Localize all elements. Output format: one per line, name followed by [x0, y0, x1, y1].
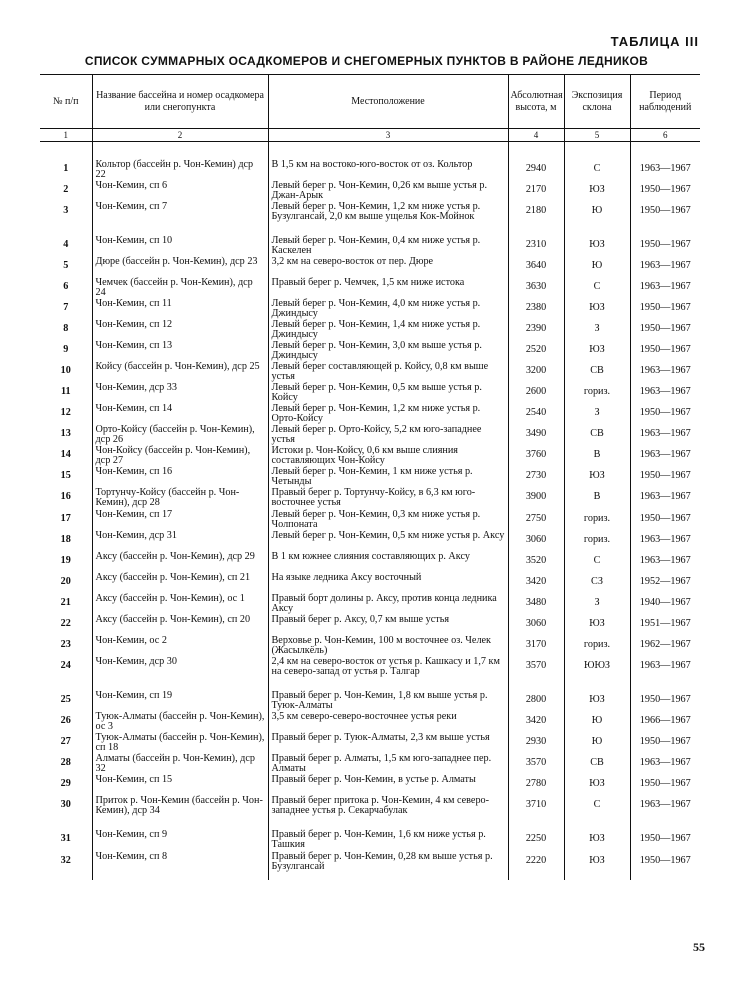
station-altitude: 3570 [508, 657, 564, 691]
row-number: 11 [60, 386, 71, 397]
station-altitude: 2170 [508, 181, 564, 202]
slope-exposure: З [564, 404, 630, 425]
row-number: 23 [60, 639, 71, 650]
slope-exposure: З [564, 594, 630, 615]
station-name: Чон-Кемин, сп 17 [92, 510, 268, 531]
table-row [40, 383, 700, 404]
row-number: 10 [60, 365, 71, 376]
table-row [40, 446, 700, 467]
observation-period: 1950—1967 [630, 775, 700, 796]
station-name: Приток р. Чон-Кемин (бассейн р. Чон-Кемин), дср 34 [92, 796, 268, 830]
station-name: Чон-Кемин, дср 31 [92, 531, 268, 552]
column-number: 5 [564, 129, 630, 142]
header-num: № п/п [40, 75, 92, 129]
row-number: 17 [60, 513, 71, 524]
observation-period: 1951—1967 [630, 615, 700, 636]
station-altitude: 3640 [508, 257, 564, 278]
table-row [40, 467, 700, 488]
slope-exposure: ЮЗ [564, 615, 630, 636]
station-location: Левый берег р. Чон-Кемин, 1,2 км ниже устья р. Орто-Койсу [268, 404, 508, 425]
station-location: Левый берег р. Орто-Койсу, 5,2 км юго-западнее устья [268, 425, 508, 446]
table-row [40, 775, 700, 796]
station-name: Чон-Кемин, сп 6 [92, 181, 268, 202]
observation-period: 1963—1967 [630, 796, 700, 830]
station-location: 2,4 км на северо-восток от устья р. Кашкасу и 1,7 км на северо-запад от устья р. Талгар [268, 657, 508, 691]
observation-period: 1950—1967 [630, 202, 700, 236]
table-row [40, 691, 700, 712]
station-altitude: 3570 [508, 754, 564, 775]
station-name: Аксу (бассейн р. Чон-Кемин), сп 20 [92, 615, 268, 636]
observation-period: 1950—1967 [630, 691, 700, 712]
observation-period: 1963—1967 [630, 446, 700, 467]
station-altitude: 2800 [508, 691, 564, 712]
header-name: Название бассейна и номер осадкомера или снегопункта [92, 75, 268, 129]
row-number: 1 [63, 163, 69, 174]
station-name: Чон-Кемин, сп 13 [92, 341, 268, 362]
observation-period: 1963—1967 [630, 552, 700, 573]
station-location: Левый берег р. Чон-Кемин, 0,3 км ниже устья р. Чолпоната [268, 510, 508, 531]
station-altitude: 3170 [508, 636, 564, 657]
station-name: Чон-Кемин, дср 30 [92, 657, 268, 691]
table-row [40, 488, 700, 510]
slope-exposure: С [564, 278, 630, 299]
slope-exposure: СВ [564, 425, 630, 446]
row-number: 19 [60, 555, 71, 566]
station-altitude: 2390 [508, 320, 564, 341]
station-location: Правый берег р. Чон-Кемин, 1,6 км ниже устья р. Ташкия [268, 830, 508, 852]
observation-period: 1950—1967 [630, 404, 700, 425]
row-number: 28 [60, 757, 71, 768]
station-altitude: 3420 [508, 712, 564, 733]
table-row [40, 636, 700, 657]
station-location: Левый берег р. Чон-Кемин, 0,4 км ниже устья р. Каскелен [268, 236, 508, 257]
slope-exposure: С [564, 160, 630, 181]
row-number: 26 [60, 715, 71, 726]
row-number: 5 [63, 260, 69, 271]
row-number: 27 [60, 736, 71, 747]
column-number: 2 [92, 129, 268, 142]
slope-exposure: В [564, 488, 630, 510]
station-location: Правый берег р. Чон-Кемин, в устье р. Алматы [268, 775, 508, 796]
row-number: 8 [63, 323, 69, 334]
table-row [40, 404, 700, 425]
table-row [40, 425, 700, 446]
slope-exposure: ЮЗ [564, 236, 630, 257]
row-number: 25 [60, 694, 71, 705]
station-name: Чон-Кемин, сп 8 [92, 852, 268, 880]
station-location: Истоки р. Чон-Койсу, 0,6 км выше слияния составляющих Чон-Койсу [268, 446, 508, 467]
station-name: Аксу (бассейн р. Чон-Кемин), ос 1 [92, 594, 268, 615]
station-name: Чон-Кемин, сп 11 [92, 299, 268, 320]
station-location: Правый берег притока р. Чон-Кемин, 4 км северо-западнее устья р. Секарчабулак [268, 796, 508, 830]
station-altitude: 2220 [508, 852, 564, 880]
station-altitude: 3420 [508, 573, 564, 594]
observation-period: 1963—1967 [630, 257, 700, 278]
table-row [40, 341, 700, 362]
observation-period: 1963—1967 [630, 160, 700, 181]
station-location: На языке ледника Аксу восточный [268, 573, 508, 594]
station-name: Тортунчу-Койсу (бассейн р. Чон-Кемин), дср 28 [92, 488, 268, 510]
observation-period: 1950—1967 [630, 510, 700, 531]
observation-period: 1966—1967 [630, 712, 700, 733]
slope-exposure: Ю [564, 733, 630, 754]
station-name: Кольтор (бассейн р. Чон-Кемин) дср 22 [92, 160, 268, 181]
header-exposure: Экспозиция склона [564, 75, 630, 129]
slope-exposure: СВ [564, 362, 630, 383]
slope-exposure: В [564, 446, 630, 467]
station-name: Аксу (бассейн р. Чон-Кемин), дср 29 [92, 552, 268, 573]
column-number: 6 [630, 129, 700, 142]
row-number: 32 [60, 855, 71, 866]
table-row [40, 852, 700, 880]
station-location: Левый берег р. Чон-Кемин, 0,5 км ниже устья р. Аксу [268, 531, 508, 552]
header-period: Период наблюдений [630, 75, 700, 129]
table-row [40, 362, 700, 383]
slope-exposure: С [564, 552, 630, 573]
observation-period: 1950—1967 [630, 733, 700, 754]
table-label: ТАБЛИЦА III [610, 34, 699, 49]
row-number: 13 [60, 428, 71, 439]
station-name: Чон-Кемин, сп 12 [92, 320, 268, 341]
table-title: СПИСОК СУММАРНЫХ ОСАДКОМЕРОВ И СНЕГОМЕРНЫХ ПУНКТОВ В РАЙОНЕ ЛЕДНИКОВ [84, 54, 649, 68]
station-location: Левый берег составляющей р. Койсу, 0,8 км выше устья [268, 362, 508, 383]
slope-exposure: ЮЗ [564, 467, 630, 488]
station-location: Правый берег р. Чон-Кемин, 1,8 км выше устья р. Туюк-Алматы [268, 691, 508, 712]
station-name: Чон-Кемин, сп 9 [92, 830, 268, 852]
station-location: Левый берег р. Чон-Кемин, 0,26 км выше устья р. Джан-Арык [268, 181, 508, 202]
observation-period: 1950—1967 [630, 341, 700, 362]
table-row [40, 615, 700, 636]
station-name: Койсу (бассейн р. Чон-Кемин), дср 25 [92, 362, 268, 383]
station-location: Правый берег р. Чемчек, 1,5 км ниже истока [268, 278, 508, 299]
station-altitude: 2600 [508, 383, 564, 404]
slope-exposure: ЮЗ [564, 341, 630, 362]
row-number: 12 [60, 407, 71, 418]
station-name: Туюк-Алматы (бассейн р. Чон-Кемин), сп 18 [92, 733, 268, 754]
table-row [40, 754, 700, 775]
station-location: Правый берег р. Тортунчу-Койсу, в 6,3 км юго-восточнее устья [268, 488, 508, 510]
slope-exposure: Ю [564, 712, 630, 733]
station-altitude: 2250 [508, 830, 564, 852]
slope-exposure: гориз. [564, 510, 630, 531]
station-altitude: 3760 [508, 446, 564, 467]
slope-exposure: Ю [564, 202, 630, 236]
row-number: 6 [63, 281, 69, 292]
station-name: Туюк-Алматы (бассейн р. Чон-Кемин), ос 3 [92, 712, 268, 733]
station-location: Левый берег р. Чон-Кемин, 0,5 км выше устья р. Койсу [268, 383, 508, 404]
row-number: 21 [60, 597, 71, 608]
station-name: Чон-Кемин, сп 14 [92, 404, 268, 425]
column-number: 3 [268, 129, 508, 142]
station-name: Чон-Койсу (бассейн р. Чон-Кемин), дср 27 [92, 446, 268, 467]
station-location: Правый борт долины р. Аксу, против конца ледника Аксу [268, 594, 508, 615]
page-number: 55 [693, 940, 705, 954]
row-number: 4 [63, 239, 69, 250]
station-location: Верховье р. Чон-Кемин, 100 м восточнее оз. Челек (Жасылкёль) [268, 636, 508, 657]
station-location: В 1 км южнее слияния составляющих р. Аксу [268, 552, 508, 573]
station-name: Чемчек (бассейн р. Чон-Кемин), дср 24 [92, 278, 268, 299]
row-number: 7 [63, 302, 69, 313]
station-location: 3,5 км северо-северо-восточнее устья реки [268, 712, 508, 733]
station-location: Правый берег р. Аксу, 0,7 км выше устья [268, 615, 508, 636]
row-number: 20 [60, 576, 71, 587]
station-location: Правый берег р. Алматы, 1,5 км юго-западнее пер. Алматы [268, 754, 508, 775]
row-number: 2 [63, 184, 69, 195]
row-number: 15 [60, 470, 71, 481]
station-altitude: 2180 [508, 202, 564, 236]
table-row [40, 657, 700, 691]
station-altitude: 2310 [508, 236, 564, 257]
column-numbers-row [40, 129, 700, 142]
station-location: Правый берег р. Туюк-Алматы, 2,3 км выше устья [268, 733, 508, 754]
observation-period: 1963—1967 [630, 278, 700, 299]
station-altitude: 3710 [508, 796, 564, 830]
slope-exposure: ЮЗ [564, 830, 630, 852]
station-name: Чон-Кемин, сп 19 [92, 691, 268, 712]
station-altitude: 2780 [508, 775, 564, 796]
slope-exposure: ЮЗ [564, 299, 630, 320]
column-number: 1 [40, 129, 92, 142]
row-number: 16 [60, 491, 71, 502]
station-name: Чон-Кемин, сп 16 [92, 467, 268, 488]
station-name: Дюре (бассейн р. Чон-Кемин), дср 23 [92, 257, 268, 278]
table-row [40, 236, 700, 257]
table-row [40, 278, 700, 299]
station-altitude: 2940 [508, 160, 564, 181]
row-number: 30 [60, 799, 71, 810]
station-name: Алматы (бассейн р. Чон-Кемин), дср 32 [92, 754, 268, 775]
slope-exposure: СЗ [564, 573, 630, 594]
row-number: 24 [60, 660, 71, 671]
row-number: 3 [63, 205, 69, 216]
station-location: Левый берег р. Чон-Кемин, 4,0 км ниже устья р. Джиндысу [268, 299, 508, 320]
observation-period: 1963—1967 [630, 362, 700, 383]
observation-period: 1950—1967 [630, 181, 700, 202]
station-altitude: 3060 [508, 615, 564, 636]
station-altitude: 2930 [508, 733, 564, 754]
table-row [40, 712, 700, 733]
station-location: Левый берег р. Чон-Кемин, 1,2 км ниже устья р. Бузулгансай, 2,0 км выше ущелья Кок-Мойнок [268, 202, 508, 236]
observation-period: 1962—1967 [630, 636, 700, 657]
station-altitude: 2750 [508, 510, 564, 531]
table-row [40, 594, 700, 615]
station-altitude: 2520 [508, 341, 564, 362]
observation-period: 1950—1967 [630, 852, 700, 880]
row-number: 18 [60, 534, 71, 545]
spacer-row [40, 142, 700, 161]
slope-exposure: гориз. [564, 636, 630, 657]
observation-period: 1963—1967 [630, 754, 700, 775]
table-row [40, 552, 700, 573]
observation-period: 1963—1967 [630, 425, 700, 446]
station-altitude: 2540 [508, 404, 564, 425]
observation-period: 1950—1967 [630, 320, 700, 341]
observation-period: 1950—1967 [630, 830, 700, 852]
observation-period: 1963—1967 [630, 383, 700, 404]
station-altitude: 3200 [508, 362, 564, 383]
observation-period: 1963—1967 [630, 488, 700, 510]
station-altitude: 3490 [508, 425, 564, 446]
station-altitude: 3900 [508, 488, 564, 510]
station-name: Чон-Кемин, сп 15 [92, 775, 268, 796]
station-altitude: 2730 [508, 467, 564, 488]
table-row [40, 257, 700, 278]
slope-exposure: СВ [564, 754, 630, 775]
station-location: Левый берег р. Чон-Кемин, 1 км ниже устья р. Четынды [268, 467, 508, 488]
row-number: 9 [63, 344, 69, 355]
observation-period: 1950—1967 [630, 236, 700, 257]
observation-period: 1950—1967 [630, 467, 700, 488]
slope-exposure: гориз. [564, 383, 630, 404]
stations-table [40, 74, 700, 880]
row-number: 29 [60, 778, 71, 789]
table-row [40, 202, 700, 236]
observation-period: 1940—1967 [630, 594, 700, 615]
table-row [40, 160, 700, 181]
row-number: 31 [60, 833, 71, 844]
station-location: Левый берег р. Чон-Кемин, 3,0 км выше устья р. Джиндысу [268, 341, 508, 362]
station-name: Чон-Кемин, сп 10 [92, 236, 268, 257]
observation-period: 1952—1967 [630, 573, 700, 594]
station-altitude: 2380 [508, 299, 564, 320]
station-name: Чон-Кемин, сп 7 [92, 202, 268, 236]
station-name: Чон-Кемин, ос 2 [92, 636, 268, 657]
observation-period: 1950—1967 [630, 299, 700, 320]
station-location: Левый берег р. Чон-Кемин, 1,4 км ниже устья р. Джиндысу [268, 320, 508, 341]
station-altitude: 3060 [508, 531, 564, 552]
header-altitude: Абсолютная высота, м [508, 75, 564, 129]
station-location: В 1,5 км на востоко-юго-восток от оз. Кольтор [268, 160, 508, 181]
table-row [40, 299, 700, 320]
slope-exposure: ЮЗ [564, 181, 630, 202]
observation-period: 1963—1967 [630, 657, 700, 691]
slope-exposure: ЮЗ [564, 852, 630, 880]
header-location: Местоположение [268, 75, 508, 129]
slope-exposure: ЮЗ [564, 775, 630, 796]
table-row [40, 510, 700, 531]
station-location: Правый берег р. Чон-Кемин, 0,28 км выше устья р. Бузулгансай [268, 852, 508, 880]
station-altitude: 3630 [508, 278, 564, 299]
table-row [40, 320, 700, 341]
column-number: 4 [508, 129, 564, 142]
table-row [40, 733, 700, 754]
station-altitude: 3480 [508, 594, 564, 615]
table-row [40, 573, 700, 594]
station-name: Аксу (бассейн р. Чон-Кемин), сп 21 [92, 573, 268, 594]
station-name: Орто-Койсу (бассейн р. Чон-Кемин), дср 26 [92, 425, 268, 446]
table-row [40, 796, 700, 830]
table-row [40, 531, 700, 552]
slope-exposure: З [564, 320, 630, 341]
table-row [40, 830, 700, 852]
station-altitude: 3520 [508, 552, 564, 573]
slope-exposure: ЮЮЗ [564, 657, 630, 691]
slope-exposure: гориз. [564, 531, 630, 552]
table-row [40, 181, 700, 202]
slope-exposure: ЮЗ [564, 691, 630, 712]
station-location: 3,2 км на северо-восток от пер. Дюре [268, 257, 508, 278]
row-number: 14 [60, 449, 71, 460]
slope-exposure: Ю [564, 257, 630, 278]
row-number: 22 [60, 618, 71, 629]
slope-exposure: С [564, 796, 630, 830]
observation-period: 1963—1967 [630, 531, 700, 552]
station-name: Чон-Кемин, дср 33 [92, 383, 268, 404]
